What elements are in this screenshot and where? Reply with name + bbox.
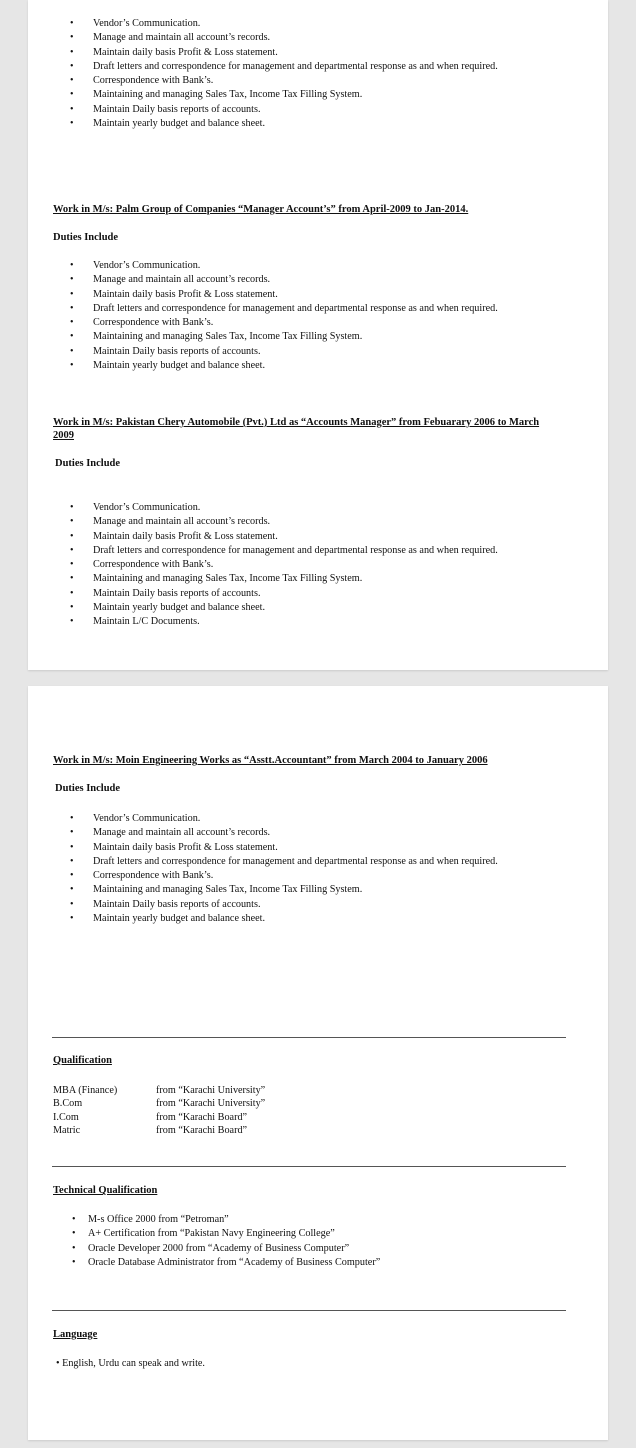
list-item-text: Maintain daily basis Profit & Loss statement. [93, 288, 278, 300]
section-divider [52, 1310, 566, 1311]
bullet-icon: • [72, 1228, 76, 1240]
bullet-icon: • [70, 274, 74, 286]
job-3-duties-list [56, 812, 498, 926]
technical-qualification-list [56, 1213, 380, 1270]
job-0-duties-list [56, 17, 498, 131]
bullet-icon: • [70, 317, 74, 329]
list-item-text: Maintaining and managing Sales Tax, Income Tax Filling System. [93, 89, 363, 101]
bullet-icon: • [70, 60, 74, 72]
technical-qualification-heading: Technical Qualification [53, 1185, 158, 1196]
section-divider [52, 1166, 566, 1167]
list-item-text: Correspondence with Bank’s. [93, 75, 214, 87]
list-item-text: Manage and maintain all account’s records. [93, 32, 271, 44]
bullet-icon: • [70, 118, 74, 130]
bullet-icon: • [70, 345, 74, 357]
qualification-row [53, 1097, 353, 1110]
bullet-icon: • [70, 331, 74, 343]
qualification-row [53, 1124, 353, 1137]
list-item-text: A+ Certification from “Pakistan Navy Engineering College” [88, 1228, 335, 1240]
list-item-text: Maintain L/C Documents. [93, 616, 200, 628]
bullet-icon: • [70, 103, 74, 115]
list-item-text: Maintaining and managing Sales Tax, Income Tax Filling System. [93, 331, 363, 343]
list-item-text: Manage and maintain all account’s records. [93, 827, 271, 839]
bullet-icon: • [70, 32, 74, 44]
list-item-text: Maintain daily basis Profit & Loss statement. [93, 530, 278, 542]
bullet-icon: • [70, 260, 74, 271]
list-item-text: Correspondence with Bank’s. [93, 870, 214, 882]
list-item [56, 359, 498, 373]
list-item [56, 501, 498, 515]
bullet-icon: • [70, 870, 74, 882]
job-1-duties-label: Duties Include [53, 232, 119, 243]
list-item-text: Draft letters and correspondence for management and departmental response as and when required. [93, 544, 498, 556]
list-item-text: Vendor’s Communication. [93, 260, 201, 271]
bullet-icon: • [70, 898, 74, 910]
list-item [56, 60, 498, 74]
document-page-2 [28, 686, 608, 1440]
list-item [56, 515, 498, 529]
list-item-text: Draft letters and correspondence for management and departmental response as and when required. [93, 302, 498, 314]
bullet-icon: • [70, 616, 74, 628]
list-item [56, 1256, 380, 1270]
list-item [56, 855, 498, 869]
list-item-text: Maintain daily basis Profit & Loss statement. [93, 841, 278, 853]
bullet-icon: • [70, 913, 74, 925]
list-item [56, 883, 498, 897]
list-item [56, 558, 498, 572]
list-item-text: M-s Office 2000 from “Petroman” [88, 1214, 229, 1225]
list-item [56, 544, 498, 558]
list-item-text: Maintain Daily basis reports of accounts. [93, 898, 261, 910]
list-item-text: Maintain yearly budget and balance sheet. [93, 913, 265, 925]
list-item [56, 17, 498, 31]
list-item [56, 572, 498, 586]
list-item-text: Vendor’s Communication. [93, 502, 201, 513]
list-item [56, 273, 498, 287]
list-item [56, 530, 498, 544]
degree: I.Com [53, 1111, 79, 1123]
list-item-text: Maintaining and managing Sales Tax, Income Tax Filling System. [93, 884, 363, 896]
job-3-heading: Work in M/s: Moin Engineering Works as “Asstt.Accountant” from March 2004 to January 2006 [53, 755, 488, 766]
bullet-icon: • [70, 502, 74, 513]
list-item-text: Draft letters and correspondence for management and departmental response as and when required. [93, 60, 498, 72]
bullet-icon: • [70, 602, 74, 614]
institution: from “Karachi University” [156, 1098, 266, 1110]
bullet-icon: • [70, 559, 74, 571]
list-item-text: Maintain Daily basis reports of accounts. [93, 345, 261, 357]
bullet-icon: • [70, 855, 74, 867]
list-item-text: Maintain yearly budget and balance sheet. [93, 360, 265, 372]
list-item [56, 615, 498, 629]
list-item [56, 31, 498, 45]
bullet-icon: • [70, 18, 74, 29]
list-item-text: Maintain daily basis Profit & Loss statement. [93, 46, 278, 58]
bullet-icon: • [70, 360, 74, 372]
qualification-table [53, 1084, 353, 1137]
job-2-duties-label: Duties Include [55, 458, 121, 469]
degree: MBA (Finance) [53, 1085, 118, 1096]
bullet-icon: • [70, 573, 74, 585]
list-item-text: Maintain yearly budget and balance sheet. [93, 118, 265, 130]
list-item [56, 46, 498, 60]
bullet-icon: • [72, 1242, 76, 1254]
bullet-icon: • [70, 75, 74, 87]
list-item [56, 812, 498, 826]
list-item [56, 1227, 380, 1241]
bullet-icon: • [70, 544, 74, 556]
job-3-duties-label: Duties Include [55, 783, 121, 794]
list-item-text: Maintain Daily basis reports of accounts. [93, 587, 261, 599]
list-item-text: Vendor’s Communication. [93, 813, 201, 824]
bullet-icon: • [70, 813, 74, 824]
section-divider [52, 1037, 566, 1038]
list-item-text: Vendor’s Communication. [93, 18, 201, 29]
list-item [56, 259, 498, 273]
qualification-row [53, 1084, 353, 1097]
list-item [56, 898, 498, 912]
list-item [56, 302, 498, 316]
job-2-duties-list [56, 501, 498, 630]
bullet-icon: • [70, 302, 74, 314]
list-item [56, 1213, 380, 1227]
list-item [56, 345, 498, 359]
list-item [56, 841, 498, 855]
list-item-text: Draft letters and correspondence for management and departmental response as and when required. [93, 855, 498, 867]
list-item-text: Correspondence with Bank’s. [93, 559, 214, 571]
list-item [56, 288, 498, 302]
bullet-icon: • [72, 1214, 76, 1225]
list-item-text: Oracle Developer 2000 from “Academy of Business Computer” [88, 1242, 350, 1254]
institution: from “Karachi Board” [156, 1111, 248, 1123]
degree: B.Com [53, 1098, 83, 1110]
list-item [56, 587, 498, 601]
bullet-icon: • [70, 530, 74, 542]
bullet-icon: • [70, 841, 74, 853]
bullet-icon: • [70, 89, 74, 101]
list-item [56, 826, 498, 840]
language-text: • English, Urdu can speak and write. [56, 1358, 205, 1369]
qualification-row [53, 1111, 353, 1124]
list-item [56, 912, 498, 926]
list-item-text: Maintaining and managing Sales Tax, Income Tax Filling System. [93, 573, 363, 585]
list-item-text: Correspondence with Bank’s. [93, 317, 214, 329]
bullet-icon: • [70, 884, 74, 896]
degree: Matric [53, 1124, 81, 1136]
document-page-1 [28, 0, 608, 670]
qualification-heading: Qualification [53, 1055, 112, 1066]
bullet-icon: • [70, 288, 74, 300]
list-item-text: Oracle Database Administrator from “Academy of Business Computer” [88, 1256, 381, 1268]
bullet-icon: • [70, 46, 74, 58]
list-item [56, 316, 498, 330]
list-item-text: Manage and maintain all account’s records. [93, 274, 271, 286]
list-item [56, 117, 498, 131]
list-item [56, 74, 498, 88]
job-2-heading: Work in M/s: Pakistan Chery Automobile (Pvt.) Ltd as “Accounts Manager” from Febuarary 2006 to March 2009 [53, 417, 540, 441]
bullet-icon: • [70, 516, 74, 528]
list-item-text: Maintain Daily basis reports of accounts. [93, 103, 261, 115]
bullet-icon: • [70, 827, 74, 839]
list-item [56, 601, 498, 615]
job-1-duties-list [56, 259, 498, 373]
bullet-icon: • [70, 587, 74, 599]
list-item-text: Manage and maintain all account’s records. [93, 516, 271, 528]
list-item-text: Maintain yearly budget and balance sheet. [93, 602, 265, 614]
list-item [56, 869, 498, 883]
list-item [56, 330, 498, 344]
institution: from “Karachi Board” [156, 1124, 248, 1136]
list-item [56, 1242, 380, 1256]
list-item [56, 88, 498, 102]
institution: from “Karachi University” [156, 1085, 266, 1096]
bullet-icon: • [72, 1256, 76, 1268]
list-item [56, 103, 498, 117]
job-1-heading: Work in M/s: Palm Group of Companies “Manager Account’s” from April-2009 to Jan-2014. [53, 204, 469, 215]
language-heading: Language [53, 1329, 98, 1340]
